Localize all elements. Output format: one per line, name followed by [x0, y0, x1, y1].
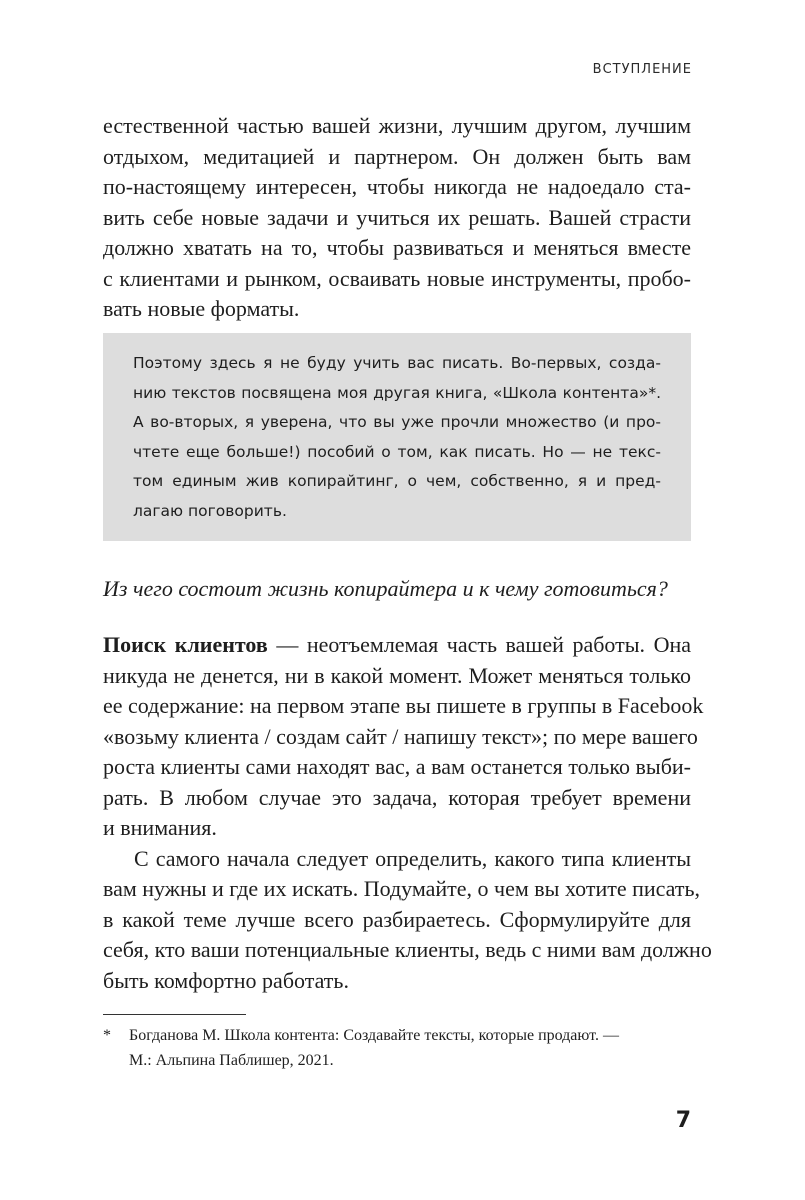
paragraph-intro — [103, 111, 691, 325]
footnote-text — [129, 1023, 691, 1073]
text-line: и внимания. — [103, 815, 217, 840]
page-number: 7 — [675, 1108, 691, 1133]
callout-line: лагаю поговорить. — [133, 501, 287, 520]
text-line: естественной частью вашей жизни, лучшим другом, лучшим — [103, 113, 691, 138]
text-line: никуда не денется, ни в какой момент. Может меняться только — [103, 662, 691, 688]
bold-term: Поиск клиентов — [103, 632, 268, 657]
footnote-line: М.: Альпина Паблишер, 2021. — [129, 1052, 334, 1069]
footnote-line: Богданова М. Школа контента: Создавайте тексты, которые продают. — — [129, 1027, 619, 1044]
callout-line: чтете еще больше!) пособий о том, как писать. Но — не текс- — [133, 442, 661, 461]
text-line: вать новые форматы. — [103, 296, 300, 321]
callout-line: нию текстов посвящена моя другая книга, «Школа контента»*. — [133, 383, 661, 402]
footnote-marker: * — [103, 1027, 111, 1044]
text-line — [103, 630, 691, 661]
paragraph-clients — [103, 630, 712, 996]
text-line: в какой теме лучше всего разбираетесь. Сформулируйте для — [103, 906, 691, 932]
text-line: быть комфортно работать. — [103, 967, 349, 993]
callout-text — [133, 349, 661, 526]
text-line: с клиентами и рынком, осваивать новые инструменты, пробо- — [103, 265, 691, 291]
text-line: должно хватать на то, чтобы развиваться и меняться вместе — [103, 235, 691, 260]
text-line: вам нужны и где их искать. Подумайте, о чем вы хотите писать, — [103, 876, 701, 901]
section-question: Из чего состоит жизнь копирайтера и к чему готовиться? — [103, 576, 668, 601]
text-line: роста клиенты сами находят вас, а вам останется только выби- — [103, 754, 691, 779]
text-line: ее содержание: на первом этапе вы пишете в группы в Facebook — [103, 693, 704, 718]
text-line: С самого начала следует определить, какого типа клиенты — [134, 845, 691, 871]
callout-line: том единым жив копирайтинг, о чем, собственно, я и пред- — [133, 472, 661, 490]
text-fragment: — неотъемлемая часть вашей работы. Она — [267, 632, 691, 657]
text-line: себя, кто ваши потенциальные клиенты, ведь с ними вам должно — [103, 937, 712, 962]
callout-line: А во-вторых, я уверена, что вы уже прочли множество (и про- — [133, 413, 661, 431]
callout-box — [103, 333, 691, 541]
text-line: «возьму клиента / создам сайт / напишу текст»; по мере вашего — [103, 723, 698, 749]
callout-line: Поэтому здесь я не буду учить вас писать. Во-первых, созда- — [133, 354, 661, 372]
text-line: отдыхом, медитацией и партнером. Он должен быть вам — [103, 143, 691, 169]
text-line: вить себе новые задачи и учиться их решать. Вашей страсти — [103, 204, 691, 230]
footnote-divider — [103, 1014, 246, 1015]
running-head: ВСТУПЛЕНИЕ — [592, 62, 692, 77]
text-line: по-настоящему интересен, чтобы никогда не надоедало ста- — [103, 174, 691, 199]
text-line: рать. В любом случае это задача, которая требует времени — [103, 784, 691, 810]
